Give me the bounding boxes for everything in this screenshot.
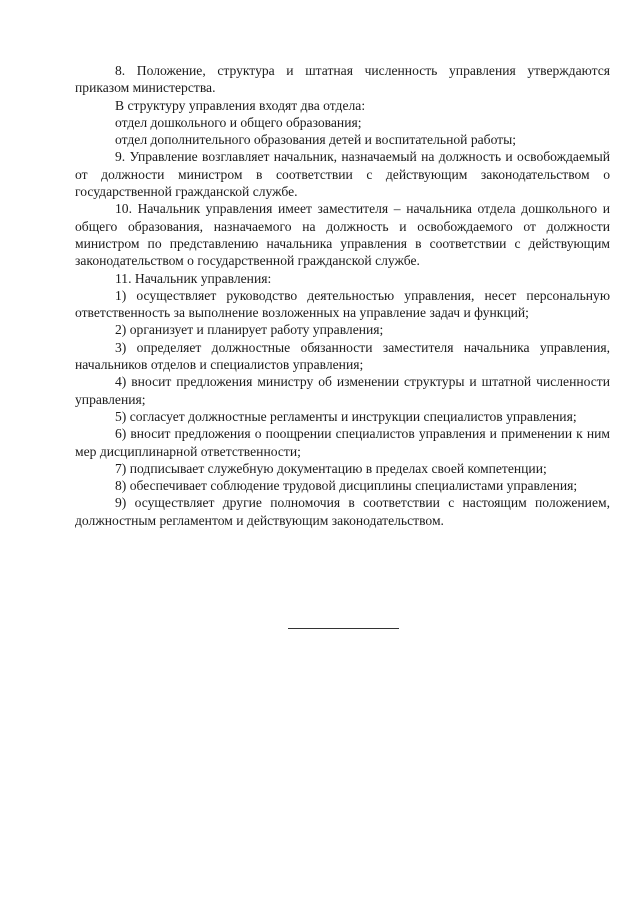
list-item-2: 2) организует и планирует работу управления; xyxy=(115,322,384,338)
list-item-8: 8) обеспечивает соблюдение трудовой дисциплины специалистами управления; xyxy=(115,478,578,494)
paragraph-structure-intro: В структуру управления входят два отдела: xyxy=(115,97,366,113)
paragraph-item-10: 10. Начальник управления имеет заместителя – начальника отдела дошкольного и общего образования, назначаемого на должность и освобождаемого от должности министром по представлению начальника управления в соответствии с действующим законодательством о государственной гражданской службе. xyxy=(75,201,610,269)
list-item-4: 4) вносит предложения министру об изменении структуры и штатной численности управления; xyxy=(75,374,610,407)
paragraph-department-preschool: отдел дошкольного и общего образования; xyxy=(115,114,362,130)
list-item-6: 6) вносит предложения о поощрении специалистов управления и применении к ним мер дисциплинарной ответственности; xyxy=(75,426,610,459)
end-divider-line xyxy=(288,628,399,629)
list-item-5: 5) согласует должностные регламенты и инструкции специалистов управления; xyxy=(115,408,577,424)
paragraph-item-11: 11. Начальник управления: xyxy=(115,270,272,286)
document-body xyxy=(75,62,610,529)
list-item-9: 9) осуществляет другие полномочия в соответствии с настоящим положением, должностным регламентом и действующим законодательством. xyxy=(75,495,610,528)
list-item-7: 7) подписывает служебную документацию в пределах своей компетенции; xyxy=(115,460,547,476)
list-item-3: 3) определяет должностные обязанности заместителя начальника управления, начальников отделов и специалистов управления; xyxy=(75,339,610,373)
paragraph-department-additional: отдел дополнительного образования детей и воспитательной работы; xyxy=(115,132,517,148)
paragraph-item-8: 8. Положение, структура и штатная численность управления утверждаются приказом министерства. xyxy=(75,63,610,96)
list-item-1: 1) осуществляет руководство деятельностью управления, несет персональную ответственность за выполнение возложенных на управление задач и функций; xyxy=(75,287,610,321)
paragraph-item-9: 9. Управление возглавляет начальник, назначаемый на должность и освобождаемый от должности министром в соответствии с действующим законодательством о государственной гражданской службе. xyxy=(75,149,610,200)
